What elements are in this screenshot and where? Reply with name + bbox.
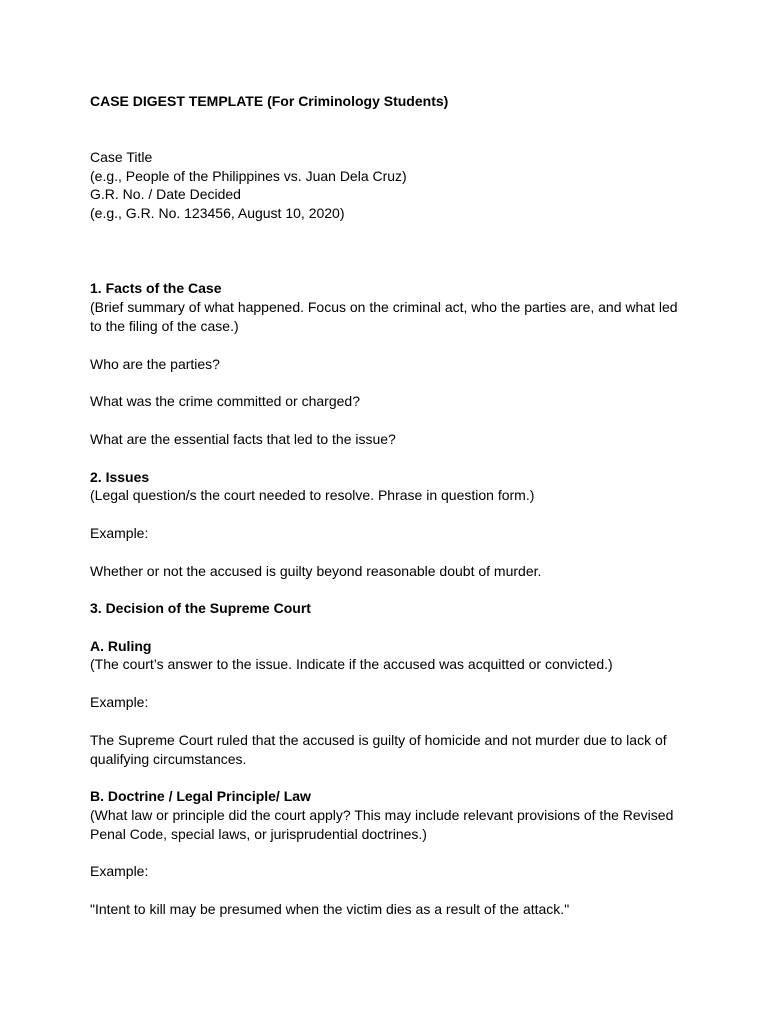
document-title: CASE DIGEST TEMPLATE (For Criminology Students) [90, 93, 449, 109]
facts-description: (Brief summary of what happened. Focus on the criminal act, who the parties are, and what led to the filing of the case.) [90, 299, 678, 334]
facts-question-crime: What was the crime committed or charged? [90, 393, 360, 409]
issues-description: (Legal question/s the court needed to resolve. Phrase in question form.) [90, 487, 535, 503]
facts-question-parties: Who are the parties? [90, 356, 220, 372]
case-title-example: (e.g., People of the Philippines vs. Juan Dela Cruz) [90, 168, 407, 184]
facts-question-essential-facts: What are the essential facts that led to the issue? [90, 431, 396, 447]
decision-heading: 3. Decision of the Supreme Court [90, 600, 311, 616]
gr-number-example: (e.g., G.R. No. 123456, August 10, 2020) [90, 205, 345, 221]
facts-heading: 1. Facts of the Case [90, 280, 222, 296]
doctrine-heading: B. Doctrine / Legal Principle/ Law [90, 788, 311, 804]
issues-heading: 2. Issues [90, 469, 150, 485]
ruling-example-text: The Supreme Court ruled that the accused is guilty of homicide and not murder due to lack of qualifying circumstances. [90, 732, 667, 767]
doctrine-description: (What law or principle did the court apply? This may include relevant provisions of the Revised Penal Code, special laws, or jurisprudential doctrines.) [90, 807, 674, 842]
ruling-heading: A. Ruling [90, 638, 152, 654]
doctrine-example-label: Example: [90, 863, 149, 879]
issues-example-text: Whether or not the accused is guilty beyond reasonable doubt of murder. [90, 563, 542, 579]
ruling-description: (The court’s answer to the issue. Indicate if the accused was acquitted or convicted.) [90, 656, 613, 672]
case-title-label: Case Title [90, 149, 153, 165]
gr-number-label: G.R. No. / Date Decided [90, 186, 241, 202]
issues-example-label: Example: [90, 525, 149, 541]
doctrine-example-text: "Intent to kill may be presumed when the victim dies as a result of the attack." [90, 901, 570, 917]
ruling-example-label: Example: [90, 694, 149, 710]
